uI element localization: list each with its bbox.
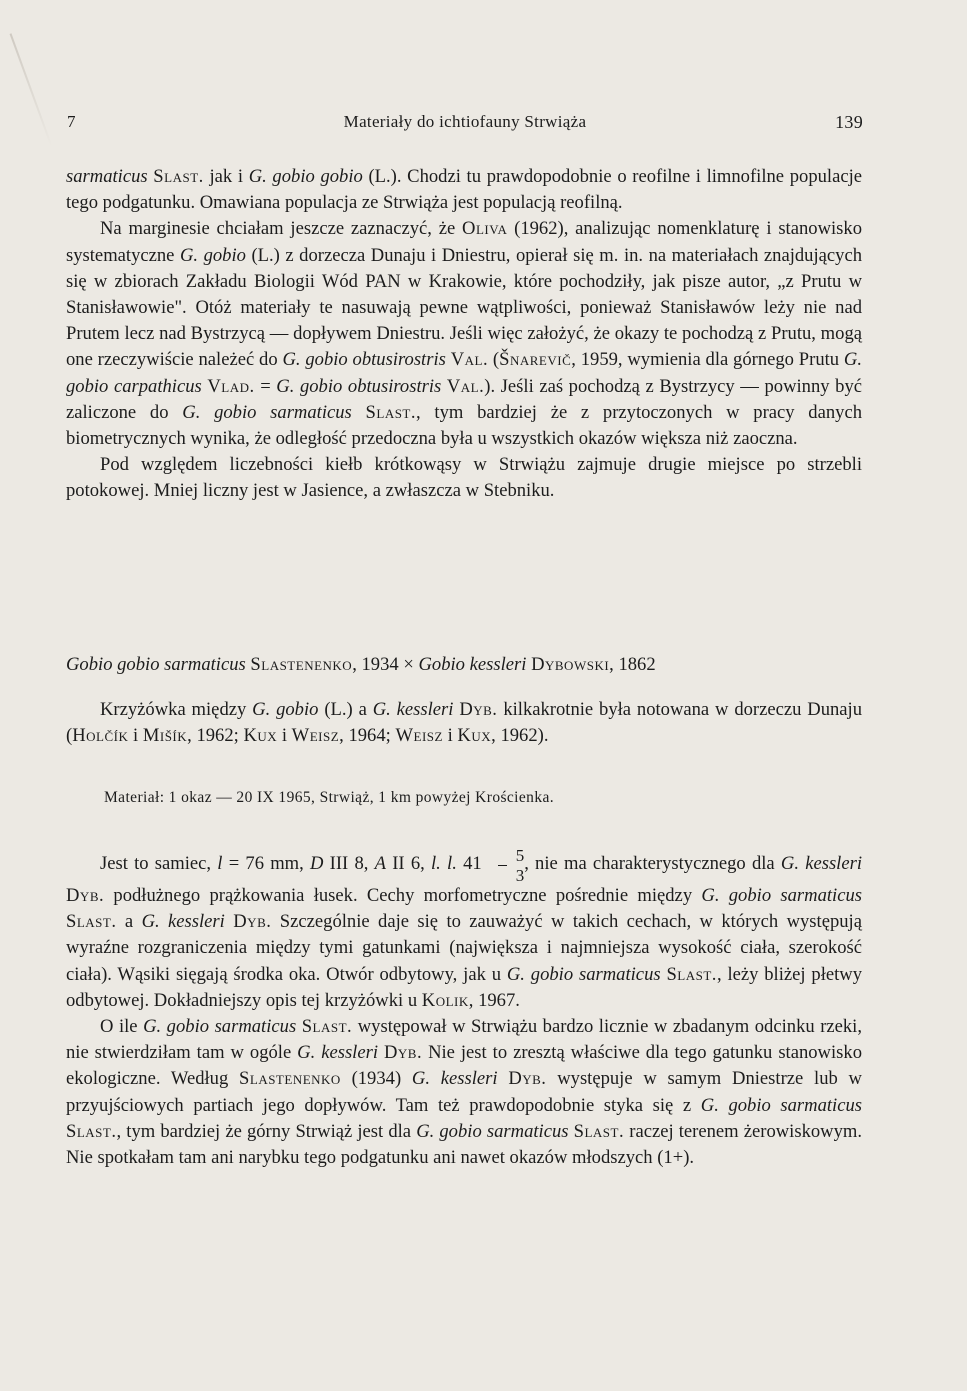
fraction [482, 847, 525, 884]
taxon-name: G. gobio sarmaticus [182, 401, 352, 423]
author-name: Slastenenko [239, 1068, 341, 1090]
taxon-name: sarmaticus [66, 166, 148, 187]
text-run: , 1959, wymienia dla górnego Prutu [571, 349, 844, 371]
paragraph-5 [66, 846, 862, 1014]
author-name: Kolik [421, 989, 469, 1011]
author-name: Slast. [301, 1016, 353, 1038]
paragraph-3 [66, 452, 862, 504]
text-run: , nie ma charakterystycznego dla [524, 852, 781, 874]
text-run: i [277, 725, 292, 747]
author-name: Val. [446, 375, 485, 397]
text-run: (L.). Chodzi tu prawdopodobnie o reofilne i limnofilne populacje tego podgatunku. Omawiana populacja ze Strwiąża jest populacją reofilną. [66, 166, 863, 214]
header-title: Materiały do ichtiofauny Strwiąża [343, 112, 587, 131]
author-name: Weisz [395, 725, 443, 747]
author-name: Weisz [291, 725, 340, 747]
author-name: Dyb. [233, 911, 272, 933]
text-run: Szczególnie daje się to zauważyć w takich cechach, w których występują wyraźne rozgraniczenia między tymi gatunkami (największa i najmniejsza wysokość ciała, szerokość ciała). Wąsiki sięgają środka oka. Otwór odbytowy, jak u [66, 911, 862, 985]
text-run: = [254, 375, 277, 397]
text-run: , 1934 × [352, 654, 419, 675]
paragraph-2 [66, 216, 862, 452]
author-name: Slast. [666, 963, 717, 985]
text-run: Jest to samiec, [100, 852, 218, 874]
author-name: Val. [450, 349, 489, 371]
section-heading [66, 652, 862, 678]
taxon-name: G. kessleri [411, 1068, 498, 1090]
author-name: Kux [457, 725, 492, 747]
text-run: = 76 mm, [222, 852, 311, 874]
taxon-name: G. gobio sarmaticus [506, 963, 661, 985]
math-symbol: D [310, 852, 324, 874]
text-run: kilkakrotnie była notowana w dorzeczu Dunaju ( [66, 699, 863, 747]
taxon-name: G. gobio obtusirostris [276, 375, 442, 397]
author-name: Dybowski [531, 654, 610, 675]
taxon-name: G. gobio sarmaticus [416, 1120, 569, 1142]
taxon-name: G. gobio carpathicus [66, 349, 862, 397]
author-name: Dyb. [383, 1042, 423, 1064]
text-run: 41 [456, 852, 482, 874]
text-run: , 1967. [468, 989, 520, 1011]
text-run: Krzyżówka między [100, 699, 253, 720]
text-run: jak i [203, 166, 249, 187]
taxon-name: G. gobio [179, 244, 246, 266]
text-run: , leży bliżej płetwy odbytowej. Dokładniejszy opis tej krzyżówki u [66, 963, 862, 1011]
text-run: i [442, 725, 458, 747]
author-name: Slast. [365, 401, 417, 423]
paragraph-1 [66, 164, 862, 216]
author-name: Mišík [142, 725, 188, 747]
text-run: (1934) [340, 1068, 412, 1090]
text-run: a [116, 911, 142, 933]
text-block-hybrid-intro [66, 697, 862, 749]
text-run: Na marginesie chciałam jeszcze zaznaczyć, że [100, 218, 463, 240]
taxon-name: G. kessleri [297, 1042, 379, 1064]
text-block-lower [66, 846, 862, 1171]
text-run: , tym bardziej że górny Strwiąż jest dla [116, 1120, 417, 1142]
author-name: Slast. [66, 911, 117, 933]
author-name: Slast. [573, 1120, 625, 1142]
text-run: występował w Strwiążu bardzo licznie w zbadanym odcinku rzeki, nie stwierdziłam tam w ogóle [66, 1016, 863, 1064]
text-run: , tym bardziej że z przytoczonych w pracy danych biometrycznych wynika, że odległość przedoczna była u wszystkich okazów większa niż zaoczna. [66, 401, 862, 450]
taxon-name: Gobio gobio sarmaticus [66, 654, 246, 675]
text-run: , 1964; [339, 725, 396, 747]
author-name: Slast. [66, 1120, 117, 1142]
author-name: Dyb. [459, 699, 498, 720]
text-run: , 1962; [187, 725, 244, 747]
text-run: (L.) z dorzecza Dunaju i Dniestru, opierał się m. in. na materiałach znajdujących się w zbiorach Zakładu Biologii Wód PAN w Krakowie, które pochodziły, jak pisze autor, „z Prutu w Stanisławowie". Otóż materiały te nasuwają pewne wątpliwości, ponieważ Stanisławów leży nie nad Prutem lecz nad Bystrzycą — dopływem Dniestru. Jeśli więc założyć, że okazy te pochodzą z Prutu, mogą one rzeczywiście należeć do [66, 244, 862, 371]
taxon-name: G. kessleri [141, 911, 225, 933]
fraction-bar [498, 865, 507, 866]
text-run: , 1962). [491, 725, 549, 747]
taxon-name: G. gobio [252, 699, 319, 720]
running-header [67, 112, 863, 136]
text-run: (L.) a [318, 699, 373, 720]
material-note: Materiał: 1 okaz — 20 IX 1965, Strwiąż, 1 km powyżej Krościenka. [104, 789, 555, 806]
text-run: podłużnego prążkowania łusek. Cechy morfometryczne pośrednie między [104, 885, 702, 906]
taxon-name: Gobio kessleri [418, 654, 527, 675]
text-run: raczej terenem żerowiskowym. Nie spotkałam tam ani narybku tego podgatunku ani nawet okazów młodszych (1+). [66, 1120, 863, 1169]
text-run: ( [488, 349, 500, 371]
author-name: Vlad. [207, 375, 255, 397]
taxon-name: G. gobio gobio [248, 166, 363, 187]
author-name: Slastenenko [250, 654, 353, 675]
paragraph-4 [66, 697, 862, 749]
author-name: Dyb. [66, 885, 105, 906]
text-run: Pod względem liczebności kiełb krótkowąsy w Strwiążu zajmuje drugie miejsce po strzebli potokowej. Mniej liczny jest w Jasience, a zwłaszcza w Stebniku. [66, 454, 862, 502]
header-section-number: 7 [67, 112, 76, 131]
text-block-upper [66, 164, 862, 505]
taxon-name: G. gobio sarmaticus [700, 1094, 862, 1116]
author-name: Šnarevič [499, 349, 572, 371]
taxon-name: G. gobio obtusirostris [282, 349, 446, 371]
author-name: Slast. [153, 166, 204, 187]
text-run: i [128, 725, 143, 747]
text-run: (1962), analizując nomenklaturę i stanowisko systematyczne [66, 218, 862, 266]
text-run: Nie jest to zresztą właściwe dla tego gatunku stanowisko ekologiczne. Według [66, 1042, 862, 1090]
author-name: Dyb. [508, 1068, 547, 1090]
text-run: III 8, [323, 852, 375, 874]
math-symbol: A [374, 852, 386, 874]
math-symbol: l [217, 852, 223, 874]
paragraph-6 [66, 1014, 862, 1171]
scan-edge-mark [10, 33, 53, 146]
author-name: Oliva [462, 218, 508, 240]
author-name: Kux [243, 725, 278, 747]
text-run: ). Jeśli zaś pochodzą z Bystrzycy — powinny być zaliczone do [66, 375, 862, 423]
taxon-name: G. kessleri [372, 699, 454, 720]
fraction-denominator: 3 [515, 866, 525, 885]
taxon-name: G. kessleri [780, 852, 863, 874]
page-number: 139 [835, 112, 863, 132]
taxon-name: G. gobio sarmaticus [143, 1016, 297, 1038]
text-run: O ile [100, 1016, 144, 1038]
taxon-name: G. gobio sarmaticus [701, 885, 863, 906]
fraction-numerator: 5 [515, 846, 525, 865]
author-name: Holčík [72, 725, 129, 747]
math-symbol: l. l. [431, 852, 457, 874]
text-run: , 1862 [609, 654, 656, 675]
text-run: występuje w samym Dniestrze lub w przyujściowych partiach jego dopływów. Tam też prawdopodobnie styka się z [66, 1068, 862, 1116]
text-run: II 6, [386, 852, 431, 874]
